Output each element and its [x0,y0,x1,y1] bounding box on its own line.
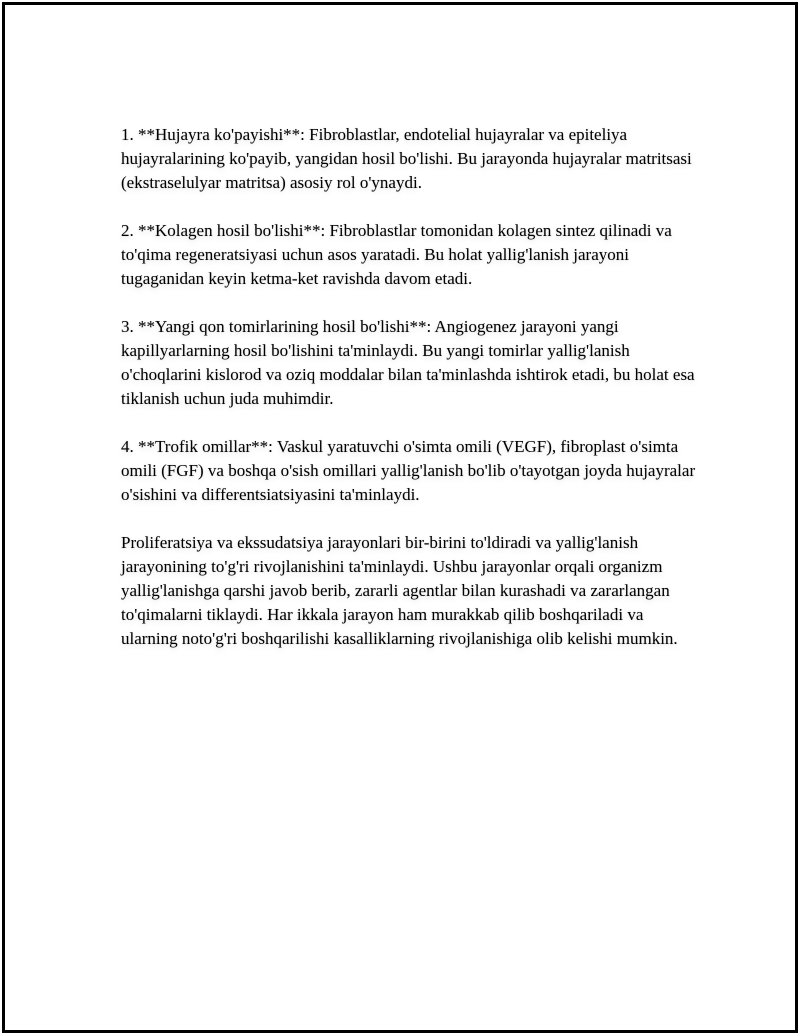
summary-paragraph: Proliferatsiya va ekssudatsiya jarayonlari bir-birini to'ldiradi va yallig'lanish jarayonining to'g'ri rivojlanishini ta'minlaydi. Ushbu jarayonlar orqali organizm yallig'lanishga qarshi javob berib, zararli agentlar bilan kurashadi va zararlangan to'qimalarni tiklaydi. Har ikkala jarayon ham murakkab qilib boshqariladi va ularning noto'g'ri boshqarilishi kasalliklarning rivojlanishiga olib kelishi mumkin. [121,533,678,648]
list-item-collagen-formation: 2. **Kolagen hosil bo'lishi**: Fibroblastlar tomonidan kolagen sintez qilinadi va to'qima regeneratsiyasi uchun asos yaratadi. Bu holat yallig'lanish jarayoni tugaganidan keyin ketma-ket ravishda davom etadi. [121,221,672,288]
list-item-cell-proliferation: 1. **Hujayra ko'payishi**: Fibroblastlar, endotelial hujayralar va epiteliya hujayralarining ko'payib, yangidan hosil bo'lishi. Bu jarayonda hujayralar matritsasi (ekstraselulyar matritsa) asosiy rol o'ynaydi. [121,125,692,192]
list-item-angiogenesis: 3. **Yangi qon tomirlarining hosil bo'lishi**: Angiogenez jarayoni yangi kapillyarlarning hosil bo'lishini ta'minlaydi. Bu yangi tomirlar yallig'lanish o'choqlarini kislorod va oziq moddalar bilan ta'minlashda ishtirok etadi, bu holat esa tiklanish uchun juda muhimdir. [121,317,695,408]
document-body [121,123,701,675]
page-frame [2,2,798,1033]
list-item-trophic-factors: 4. **Trofik omillar**: Vaskul yaratuvchi o'simta omili (VEGF), fibroplast o'simta omili (FGF) va boshqa o'sish omillari yallig'lanish bo'lib o'tayotgan joyda hujayralar o'sishini va differentsiatsiyasini ta'minlaydi. [121,437,696,504]
